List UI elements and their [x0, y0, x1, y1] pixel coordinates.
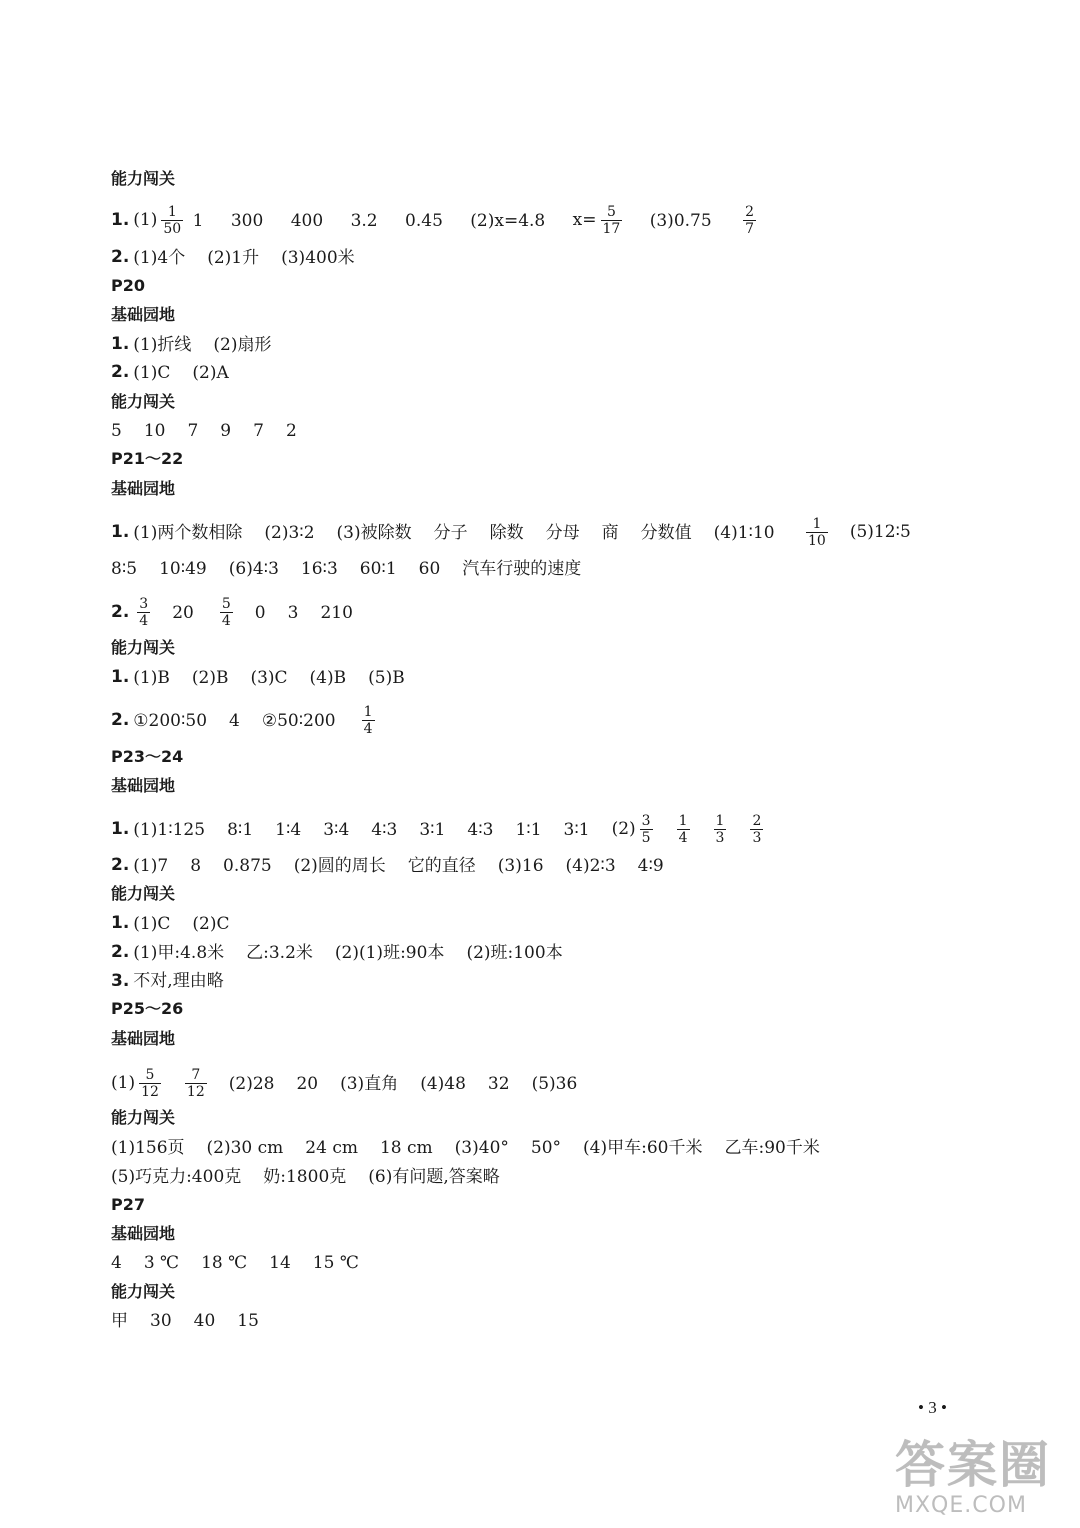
- page-heading: P27: [111, 1195, 145, 1214]
- item-number: 1.: [111, 913, 130, 933]
- answer-part: (5)12∶5: [849, 522, 911, 542]
- item-number: 1.: [111, 210, 130, 230]
- answer-line: [111, 854, 664, 877]
- fraction: $\frac{3}{5}$: [641, 813, 651, 846]
- answer-part: (1): [133, 210, 158, 230]
- answer-line: [111, 813, 767, 846]
- item-number: 1.: [111, 667, 130, 687]
- section-title: 基础园地: [111, 1029, 176, 1048]
- section-title: 能力闯关: [111, 884, 176, 903]
- answer-part: (2)圆的周长: [293, 855, 386, 876]
- page-heading: P20: [111, 276, 145, 295]
- fraction: $\frac{3}{4}$: [139, 596, 149, 629]
- item-number: 2.: [111, 247, 130, 267]
- answer-line: [111, 704, 379, 737]
- answer-part: 3∶4: [323, 819, 350, 840]
- answer-part: 14: [269, 1252, 291, 1273]
- answer-part: (1)甲:4.8米: [133, 942, 225, 963]
- fraction: $\frac{1}{4}$: [678, 813, 688, 846]
- answer-part: (6)4∶3: [228, 558, 279, 579]
- answer-part: 300: [230, 210, 264, 231]
- answer-part: 3.2: [350, 210, 378, 231]
- answer-part: 15 ℃: [312, 1252, 359, 1273]
- answer-part: 分数值: [640, 522, 692, 543]
- answer-part: 4: [229, 710, 240, 731]
- answer-part: 商: [601, 522, 619, 543]
- answer-line: [111, 361, 229, 384]
- answer-part: (5)B: [368, 667, 405, 688]
- item-number: 2.: [111, 602, 130, 622]
- answer-part: 4∶3: [371, 819, 398, 840]
- answer-part: 分子: [433, 522, 468, 543]
- answer-line: [111, 596, 353, 629]
- answer-part: (1)两个数相除: [133, 522, 243, 543]
- answer-part: (3)400米: [281, 247, 355, 268]
- answer-part: 除数: [489, 522, 524, 543]
- item-number: 2.: [111, 942, 130, 962]
- item-number: 1.: [111, 819, 130, 839]
- item-number: 1.: [111, 334, 130, 354]
- answer-part: (1)折线: [133, 334, 192, 355]
- answer-part: 4∶3: [467, 819, 494, 840]
- answer-part: 它的直径: [407, 855, 476, 876]
- answer-part: (2)扇形: [213, 334, 272, 355]
- answer-part: 3: [287, 602, 299, 623]
- page-heading: P21～22: [111, 449, 184, 468]
- answer-part: (1): [111, 1073, 136, 1093]
- answer-part: (2)x=4.8: [470, 210, 546, 231]
- item-number: 2.: [111, 362, 130, 382]
- answer-part: 20: [172, 602, 194, 623]
- answer-part: (3)直角: [340, 1073, 399, 1094]
- answer-part: 60: [418, 558, 441, 579]
- item-number: 1.: [111, 522, 130, 542]
- fraction: $\frac{1}{10}$: [807, 516, 826, 549]
- answer-part: (1)1∶125: [133, 819, 206, 840]
- answer-part: 奶:1800克: [263, 1166, 347, 1187]
- answer-part: 10: [143, 420, 166, 441]
- answer-part: (2)C: [192, 913, 230, 934]
- page-heading: P25～26: [111, 999, 184, 1018]
- answer-part: 10∶49: [159, 558, 207, 579]
- fraction: $\frac{5}{17}$: [602, 204, 621, 237]
- answer-part: 20: [296, 1073, 319, 1094]
- answer-part: (2)(1)班:90本: [334, 942, 445, 963]
- answer-part: 18 cm: [379, 1137, 433, 1158]
- answer-line: [111, 333, 271, 356]
- answer-part: 乙:3.2米: [246, 942, 313, 963]
- answer-part: x=: [572, 210, 597, 230]
- answer-part: (3)40°: [454, 1137, 509, 1158]
- answer-line: [111, 557, 581, 580]
- answer-part: 分母: [545, 522, 580, 543]
- section-title: 能力闯关: [111, 392, 176, 411]
- answer-line: [111, 970, 224, 992]
- answer-part: (6)有问题,答案略: [368, 1166, 500, 1187]
- fraction: $\frac{1}{4}$: [363, 704, 373, 737]
- answer-part: (3)16: [497, 855, 544, 876]
- section-title: 能力闯关: [111, 1108, 176, 1127]
- answer-line: [111, 246, 355, 269]
- answer-part: 甲: [111, 1310, 128, 1331]
- answer-part: 50°: [530, 1137, 562, 1158]
- answer-line: [111, 1165, 500, 1188]
- answer-part: (2)3∶2: [264, 522, 315, 543]
- answer-line: [111, 516, 911, 549]
- answer-part: (4)48: [420, 1073, 466, 1094]
- answer-part: (5)36: [531, 1073, 578, 1094]
- answer-part: 2: [285, 420, 297, 441]
- answer-part: 汽车行驶的速度: [462, 558, 582, 579]
- answer-line: [111, 666, 405, 689]
- fraction: $\frac{7}{12}$: [186, 1067, 205, 1100]
- fraction: $\frac{2}{7}$: [745, 204, 754, 237]
- answer-part: (3)C: [250, 667, 288, 688]
- answer-part: 40: [193, 1310, 216, 1331]
- answer-part: 4∶9: [637, 855, 664, 876]
- fraction: $\frac{5}{4}$: [221, 596, 231, 629]
- answer-part: 210: [320, 602, 353, 623]
- answer-part: (1)B: [133, 667, 170, 688]
- answer-part: 3∶1: [419, 819, 446, 840]
- answer-part: ①200∶50: [133, 710, 208, 731]
- answer-part: 15: [237, 1310, 259, 1331]
- answer-part: 7: [253, 420, 264, 441]
- answer-part: (2): [611, 819, 636, 839]
- item-number: 2.: [111, 710, 130, 730]
- answer-part: 不对,理由略: [133, 971, 224, 991]
- answer-part: 3 ℃: [143, 1252, 180, 1273]
- answer-part: (2)班:100本: [466, 942, 563, 963]
- answer-line: [111, 941, 563, 964]
- answer-part: 乙车:90千米: [724, 1137, 820, 1158]
- answer-part: 60∶1: [359, 558, 397, 579]
- item-number: 3.: [111, 971, 130, 991]
- answer-line: [111, 1136, 820, 1159]
- watermark-mark: 答案圈: [895, 1436, 1051, 1494]
- answer-part: 30: [150, 1310, 172, 1331]
- answer-part: (4)甲车:60千米: [583, 1137, 703, 1158]
- answer-part: (4)2∶3: [565, 855, 616, 876]
- watermark-logo: [895, 1438, 1075, 1523]
- answer-part: (1)156页: [111, 1137, 185, 1158]
- answer-part: (1)4个: [133, 247, 186, 268]
- fraction: $\frac{1}{3}$: [715, 813, 725, 846]
- item-number: 2.: [111, 855, 130, 875]
- page-number: • 3 •: [918, 1398, 947, 1417]
- answer-part: (1)C: [133, 362, 171, 383]
- answer-line: [111, 1067, 577, 1100]
- answer-part: 8∶5: [111, 558, 138, 579]
- answer-part: 1∶1: [515, 819, 542, 840]
- answer-part: (2)A: [192, 362, 229, 383]
- answer-part: 0.875: [223, 855, 272, 876]
- answer-part: (2)1升: [207, 247, 260, 268]
- answer-part: 8∶1: [227, 819, 254, 840]
- answer-line: [111, 1309, 259, 1332]
- fraction: $\frac{2}{3}$: [752, 813, 762, 846]
- answer-part: (1)C: [133, 913, 171, 934]
- answer-part: 0.45: [405, 210, 443, 231]
- page-heading: P23～24: [111, 747, 184, 766]
- answer-part: 8: [190, 855, 202, 876]
- answer-part: 0: [254, 602, 266, 623]
- section-title: 基础园地: [111, 1224, 176, 1243]
- answer-part: 24 cm: [305, 1137, 358, 1158]
- answer-part: 1: [192, 210, 204, 231]
- answer-part: (3)被除数: [336, 522, 412, 543]
- answer-part: (3)0.75: [649, 210, 712, 231]
- answer-part: (4)1∶10: [713, 522, 775, 543]
- answer-part: 9: [220, 420, 232, 441]
- answer-line: [111, 419, 297, 442]
- answer-part: (2)28: [228, 1073, 275, 1094]
- answer-part: 3∶1: [563, 819, 590, 840]
- answer-part: ②50∶200: [261, 710, 336, 731]
- answer-part: 18 ℃: [201, 1252, 248, 1273]
- answer-part: (4)B: [309, 667, 347, 688]
- answer-part: 4: [111, 1252, 122, 1273]
- section-title: 能力闯关: [111, 169, 176, 188]
- answer-part: 5: [111, 420, 122, 441]
- watermark-url: MXQE.COM: [895, 1493, 1027, 1518]
- answer-part: 16∶3: [300, 558, 338, 579]
- section-title: 基础园地: [111, 776, 176, 795]
- answer-part: (2)B: [191, 667, 229, 688]
- answer-part: (5)巧克力:400克: [111, 1166, 242, 1187]
- answer-line: [111, 1251, 359, 1274]
- section-title: 能力闯关: [111, 1282, 176, 1301]
- section-title: 能力闯关: [111, 638, 176, 657]
- section-title: 基础园地: [111, 479, 176, 498]
- section-title: 基础园地: [111, 305, 176, 324]
- answer-part: 1∶4: [275, 819, 302, 840]
- answer-line: [111, 912, 229, 935]
- answer-part: (2)30 cm: [206, 1137, 284, 1158]
- answer-part: 400: [290, 210, 324, 231]
- fraction: $\frac{1}{50}$: [163, 204, 182, 237]
- fraction: $\frac{5}{12}$: [141, 1067, 159, 1100]
- answer-part: (1)7: [133, 855, 169, 876]
- answer-line: [111, 204, 760, 237]
- answer-part: 32: [487, 1073, 510, 1094]
- answer-part: 7: [187, 420, 199, 441]
